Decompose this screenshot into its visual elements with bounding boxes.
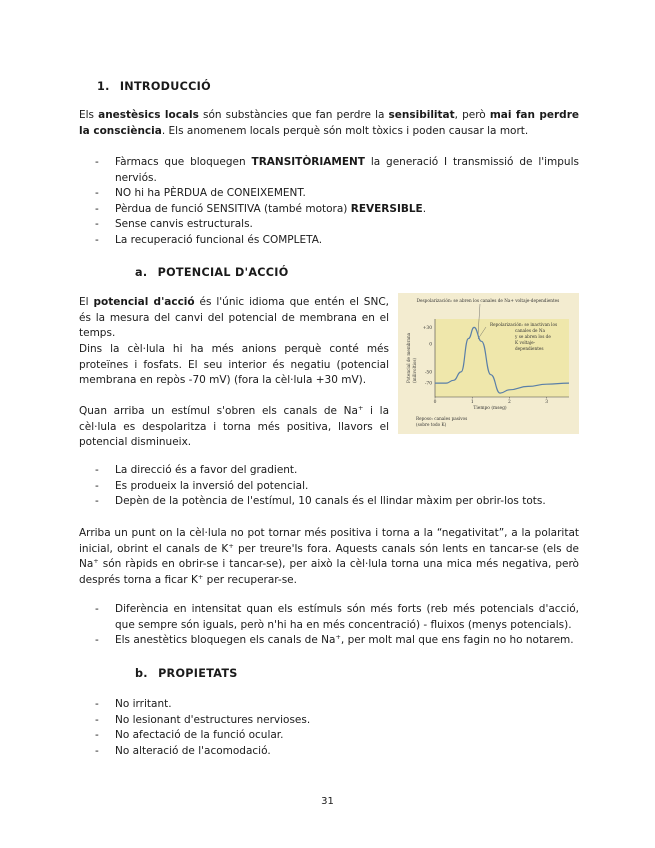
text: Fàrmacs que bloquegen [115, 156, 252, 168]
action-potential-figure [398, 293, 579, 434]
x-tick-label: 1 [470, 400, 474, 405]
list-item: - Depèn de la potència de l'estímul, 10 canals és el llindar màxim per obrir-los tots. [95, 494, 579, 510]
text: són substàncies que fan perdre la [198, 109, 389, 121]
y-tick-label: -50 [424, 370, 432, 376]
properties-list [95, 697, 579, 759]
text: la generació I transmissió de l'impuls nerviós. [115, 156, 579, 184]
section-a-heading [135, 265, 289, 281]
list-item [95, 155, 579, 186]
intro-paragraph [79, 108, 579, 139]
list-item: - No alteració de l'acomodació. [95, 744, 579, 760]
section-1-title: INTRODUCCIÓ [119, 80, 211, 93]
action-potential-paragraph-4 [79, 526, 579, 588]
text: , però [454, 109, 490, 121]
bold-text: sensibilitat [388, 109, 455, 121]
text: . [422, 202, 427, 215]
bold-text: REVERSIBLE [350, 202, 423, 215]
action-potential-paragraph-3 [79, 404, 389, 451]
x-tick-label: 2 [508, 400, 511, 405]
text: Els anestètics bloquegen els canals de Na [115, 634, 336, 647]
text: per recuperar-se. [203, 573, 297, 586]
text: Arriba un punt on la cèl·lula no pot tornar més positiva i torna a la “negativitat”, a la polaritat inicial, obrint el canals de K [79, 527, 579, 555]
y-tick-label: 0 [429, 342, 432, 348]
figure-repol-label-4: K voltaje- [515, 340, 536, 345]
list-item: - Diferència en intensitat quan els estímuls són més forts (reb més potencials d'acció, que sempre són iguals, però n'hi ha en més concentració) - fluixos (menys potencials). [95, 602, 579, 633]
y-tick-label: +30 [422, 325, 432, 331]
superscript: + [357, 404, 364, 412]
figure-ylabel-2: (milivoltios) [412, 357, 417, 383]
bold-text: potencial d'acció [93, 296, 195, 308]
figure-bottom-label-1: Reposo: canales pasivos [416, 416, 468, 421]
text: i la cèl·lula es despolaritza i torna més positiva, llavors el potencial disminueix. [79, 405, 389, 449]
text: és l'únic idioma que entén el SNC, és la mesura del canvi del potencial de membrana en el temps. [79, 296, 389, 340]
text: Quan arriba un estímul s'obren els canals de Na [79, 405, 358, 417]
section-1-number: 1. [97, 80, 110, 93]
text: Els [79, 109, 99, 121]
section-b-heading [135, 666, 238, 682]
section-a-title: POTENCIAL D'ACCIÓ [157, 266, 289, 279]
list-item: - No afectació de la funció ocular. [95, 728, 579, 744]
text: per treure'ls fora. Aquests canals són lents en tancar-se (els de Na [79, 542, 579, 571]
figure-repol-label-3: y se abren los de [515, 334, 551, 339]
action-potential-paragraph-2: Dins la cèl·lula hi ha més anions perquè conté més proteïnes i fosfats. El seu interior és negatiu (potencial membrana en repòs -70 mV) (fora la cèl·lula +30 mV). [79, 343, 389, 387]
list-item: - NO hi ha PÈRDUA de CONEIXEMENT. [95, 186, 579, 202]
text: són ràpids en obrir-se i tancar-se), per això la cèl·lula torna una mica més negativa, però després torna a ficar K [79, 558, 579, 586]
figure-repol-label-1: Repolarización: se inactivan los [490, 322, 558, 327]
list-item [95, 633, 579, 649]
bold-text: mai fan perdre la consciència [79, 109, 580, 137]
bold-text: TRANSITÒRIAMENT [251, 156, 365, 168]
action-potential-bullets [95, 463, 579, 510]
list-item [95, 202, 579, 218]
x-tick-label: 0 [433, 400, 437, 405]
anesthetic-effect-bullets [95, 602, 579, 649]
figure-repol-label-5: dependientes [515, 346, 544, 351]
text: , per molt mal que ens fagin no ho notarem. [340, 634, 574, 647]
section-b-title: PROPIETATS [158, 667, 238, 680]
action-potential-paragraph-1 [79, 295, 389, 342]
y-tick-label: -70 [424, 381, 432, 387]
chart-band [435, 319, 569, 397]
section-a-letter: a. [135, 266, 148, 279]
list-item: - Sense canvis estructurals. [95, 217, 579, 233]
figure-top-label: Despolarización: se abren los canales de Na+ voltaje-dependientes [416, 298, 560, 303]
figure-bottom-label-2: (sobre todo K) [416, 422, 447, 427]
list-item: - La recuperació funcional és COMPLETA. [95, 233, 579, 249]
figure-repol-label-2: canales de Na [515, 328, 545, 333]
section-b-letter: b. [135, 667, 148, 680]
figure-ylabel-1: Potencial de membrana [406, 332, 411, 383]
intro-bullet-list [95, 155, 579, 249]
page-number: 31 [321, 796, 334, 807]
superscript: + [197, 572, 204, 581]
superscript: + [335, 633, 341, 642]
bold-text: anestèsics locals [98, 109, 199, 121]
action-potential-chart [398, 293, 579, 434]
list-item: - No lesionant d'estructures nervioses. [95, 713, 579, 729]
list-item: - La direcció és a favor del gradient. [95, 463, 579, 479]
superscript: + [93, 557, 99, 566]
section-1-heading [97, 79, 211, 95]
text: El [79, 296, 94, 308]
figure-xlabel: Tiempo (mseg) [473, 406, 507, 411]
x-tick-label: 3 [545, 400, 549, 405]
superscript: + [228, 541, 234, 550]
list-item: - No irritant. [95, 697, 579, 713]
list-item: - Es produeix la inversió del potencial. [95, 479, 579, 495]
text: Pèrdua de funció SENSITIVA (també motora) [115, 202, 351, 215]
text: . Els anomenem locals perquè són molt tòxics i poden causar la mort. [161, 124, 529, 137]
